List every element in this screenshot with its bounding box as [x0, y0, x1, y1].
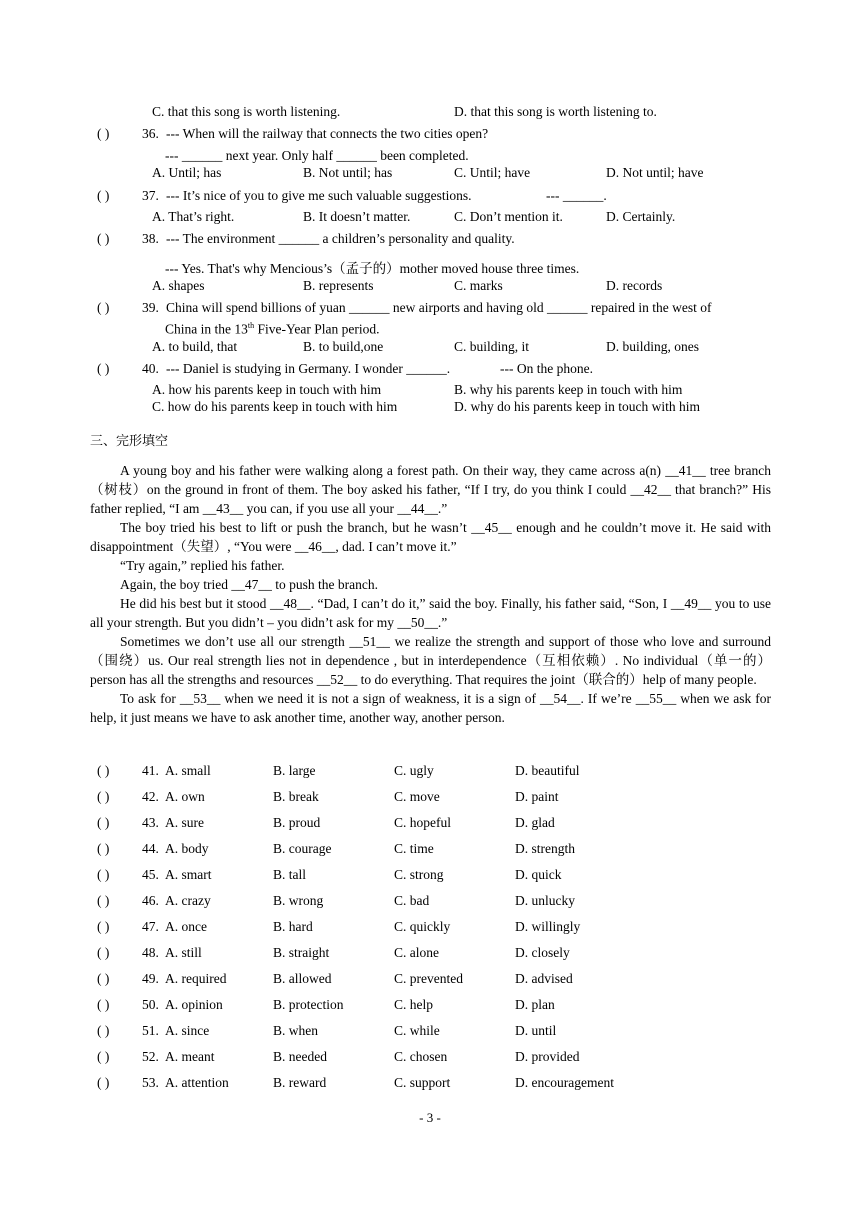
question-number: 47.	[142, 919, 159, 934]
question-number: 41.	[142, 763, 159, 778]
option-c: C. ugly	[394, 763, 434, 778]
passage-paragraph: “Try again,” replied his father.	[120, 558, 285, 573]
option-d: D. encouragement	[515, 1075, 614, 1090]
answer-paren[interactable]: ( )	[97, 789, 110, 804]
option-c: C. prevented	[394, 971, 463, 986]
question-number: 52.	[142, 1049, 159, 1064]
option-d: D. willingly	[515, 919, 581, 934]
page-number: - 3 -	[419, 1110, 441, 1125]
passage-paragraph: Again, the boy tried __47__ to push the branch.	[120, 577, 378, 592]
question-number: 53.	[142, 1075, 159, 1090]
question-number: 49.	[142, 971, 159, 986]
option-a: A. body	[165, 841, 209, 856]
answer-paren[interactable]: ( )	[97, 945, 110, 960]
question-number: 44.	[142, 841, 159, 856]
answer-paren[interactable]: ( )	[97, 815, 110, 830]
option-a: A. crazy	[165, 893, 211, 908]
option-b: B. break	[273, 789, 319, 804]
option-d: D. until	[515, 1023, 557, 1038]
passage-paragraph: Sometimes we don’t use all our strength __51__ we realize the strength and support of those who love and surround（围绕）us. Our real strength lies not in dependence , but in interdependence（互相依赖）. No individual（单一的）person has all the strengths and resources __52__ to do everything. That requires the joint（联合的）help of many people.	[90, 634, 771, 687]
option-c: C. alone	[394, 945, 439, 960]
q35-option-d: D. that this song is worth listening to.	[454, 104, 657, 119]
option-c: C. bad	[394, 893, 430, 908]
option-d: D. provided	[515, 1049, 580, 1064]
option-a: A. since	[165, 1023, 210, 1038]
question-stem-line2: --- ______ next year. Only half ______ been completed.	[165, 148, 469, 163]
option-a: A. once	[165, 919, 207, 934]
q35-option-c: C. that this song is worth listening.	[152, 104, 341, 119]
option-d: D. glad	[515, 815, 555, 830]
option-b: B. allowed	[273, 971, 332, 986]
answer-paren[interactable]: ( )	[97, 867, 110, 882]
option-a: A. smart	[165, 867, 212, 882]
answer-paren[interactable]: ( )	[97, 841, 110, 856]
option-d: D. closely	[515, 945, 570, 960]
option-c: C. strong	[394, 867, 444, 882]
question-stem: --- Daniel is studying in Germany. I wonder ______.	[166, 361, 451, 376]
option-a: A. how his parents keep in touch with him	[152, 382, 382, 397]
option-b: B. courage	[273, 841, 332, 856]
option-a: A. own	[165, 789, 205, 804]
question-stem: --- It’s nice of you to give me such valuable suggestions.	[166, 188, 472, 203]
option-c: C. chosen	[394, 1049, 448, 1064]
question-stem-line2: --- Yes. That's why Mencious’s（孟子的）mother moved house three times.	[165, 261, 580, 276]
option-d: D. beautiful	[515, 763, 580, 778]
option-a: A. small	[165, 763, 211, 778]
option-b: B. straight	[273, 945, 330, 960]
answer-paren[interactable]: ( )	[97, 361, 110, 376]
question-stem: --- When will the railway that connects the two cities open?	[166, 126, 489, 141]
question-number: 36.	[142, 126, 159, 141]
option-d: D. advised	[515, 971, 573, 986]
answer-paren[interactable]: ( )	[97, 188, 110, 203]
answer-paren[interactable]: ( )	[97, 126, 110, 141]
option-c: C. building, it	[454, 339, 530, 354]
question-stem-line2: China in the 13th Five-Year Plan period.	[165, 321, 380, 337]
answer-paren[interactable]: ( )	[97, 1023, 110, 1038]
option-a: A. to build, that	[152, 339, 238, 354]
option-b: B. tall	[273, 867, 306, 882]
answer-paren[interactable]: ( )	[97, 1049, 110, 1064]
answer-paren[interactable]: ( )	[97, 231, 110, 246]
passage-paragraph: A young boy and his father were walking along a forest path. On their way, they came across a(n) __41__ tree branch（树枝）on the ground in front of them. The boy asked his father, “If I try, do you think I could __42__ that branch?” His father replied, “I am __43__ you can, if you use all your __44__.”	[90, 463, 771, 516]
option-b: B. wrong	[273, 893, 324, 908]
option-a: A. meant	[165, 1049, 215, 1064]
option-b: B. Not until; has	[303, 165, 393, 180]
question-number: 48.	[142, 945, 159, 960]
option-a: A. shapes	[152, 278, 205, 293]
option-a: A. required	[165, 971, 227, 986]
option-b: B. protection	[273, 997, 344, 1012]
answer-paren[interactable]: ( )	[97, 919, 110, 934]
option-a: A. still	[165, 945, 202, 960]
answer-paren[interactable]: ( )	[97, 997, 110, 1012]
question-number: 51.	[142, 1023, 159, 1038]
option-c: C. hopeful	[394, 815, 451, 830]
question-number: 40.	[142, 361, 159, 376]
option-d: D. paint	[515, 789, 559, 804]
option-d: D. building, ones	[606, 339, 699, 354]
question-number: 46.	[142, 893, 159, 908]
option-c: C. quickly	[394, 919, 451, 934]
question-stem-tail: --- On the phone.	[500, 361, 593, 376]
question-stem: --- The environment ______ a children’s personality and quality.	[166, 231, 515, 246]
question-stem: China will spend billions of yuan ______ new airports and having old ______ repaired in the west of	[166, 300, 712, 315]
option-b: B. to build,one	[303, 339, 384, 354]
option-b: B. hard	[273, 919, 313, 934]
answer-paren[interactable]: ( )	[97, 893, 110, 908]
option-b: B. when	[273, 1023, 318, 1038]
passage-paragraph: The boy tried his best to lift or push the branch, but he wasn’t __45__ enough and he couldn’t move it. He said with disappointment（失望）, “You were __46__, dad. I can’t move it.”	[90, 520, 771, 554]
option-a: A. sure	[165, 815, 204, 830]
cloze-passage	[90, 461, 771, 727]
option-d: D. why do his parents keep in touch with him	[454, 399, 700, 414]
passage-paragraph: He did his best but it stood __48__. “Dad, I can’t do it,” said the boy. Finally, his father said, “Son, I __49__ you to use all your strength. But you didn’t – you didn’t ask for my __50__.”	[90, 596, 771, 630]
option-d: D. plan	[515, 997, 555, 1012]
section-title: 三、完形填空	[90, 434, 169, 449]
question-number: 39.	[142, 300, 159, 315]
option-a: A. Until; has	[152, 165, 222, 180]
question-number: 42.	[142, 789, 159, 804]
option-d: D. records	[606, 278, 663, 293]
option-d: D. quick	[515, 867, 562, 882]
answer-paren[interactable]: ( )	[97, 763, 110, 778]
option-c: C. Until; have	[454, 165, 531, 180]
option-c: C. move	[394, 789, 440, 804]
question-number: 50.	[142, 997, 159, 1012]
option-c: C. while	[394, 1023, 440, 1038]
answer-paren[interactable]: ( )	[97, 300, 110, 315]
question-number: 38.	[142, 231, 159, 246]
option-a: A. attention	[165, 1075, 229, 1090]
question-number: 45.	[142, 867, 159, 882]
option-c: C. support	[394, 1075, 451, 1090]
option-b: B. needed	[273, 1049, 327, 1064]
option-a: A. That’s right.	[152, 209, 235, 224]
passage-paragraph: To ask for __53__ when we need it is not a sign of weakness, it is a sign of __54__. If we’re __55__ when we ask for help, it just means we have to ask another time, another way, another person.	[90, 691, 771, 725]
option-d: D. Certainly.	[606, 209, 676, 224]
answer-paren[interactable]: ( )	[97, 971, 110, 986]
question-stem-tail: --- ______.	[546, 188, 607, 203]
option-a: A. opinion	[165, 997, 223, 1012]
option-c: C. time	[394, 841, 434, 856]
option-c: C. Don’t mention it.	[454, 209, 563, 224]
option-b: B. represents	[303, 278, 374, 293]
option-c: C. help	[394, 997, 433, 1012]
option-b: B. reward	[273, 1075, 327, 1090]
option-d: D. strength	[515, 841, 575, 856]
option-b: B. proud	[273, 815, 321, 830]
question-number: 37.	[142, 188, 159, 203]
option-b: B. large	[273, 763, 316, 778]
option-d: D. unlucky	[515, 893, 575, 908]
option-c: C. how do his parents keep in touch with him	[152, 399, 398, 414]
question-number: 43.	[142, 815, 159, 830]
option-c: C. marks	[454, 278, 503, 293]
answer-paren[interactable]: ( )	[97, 1075, 110, 1090]
option-b: B. why his parents keep in touch with him	[454, 382, 683, 397]
option-d: D. Not until; have	[606, 165, 704, 180]
option-b: B. It doesn’t matter.	[303, 209, 411, 224]
